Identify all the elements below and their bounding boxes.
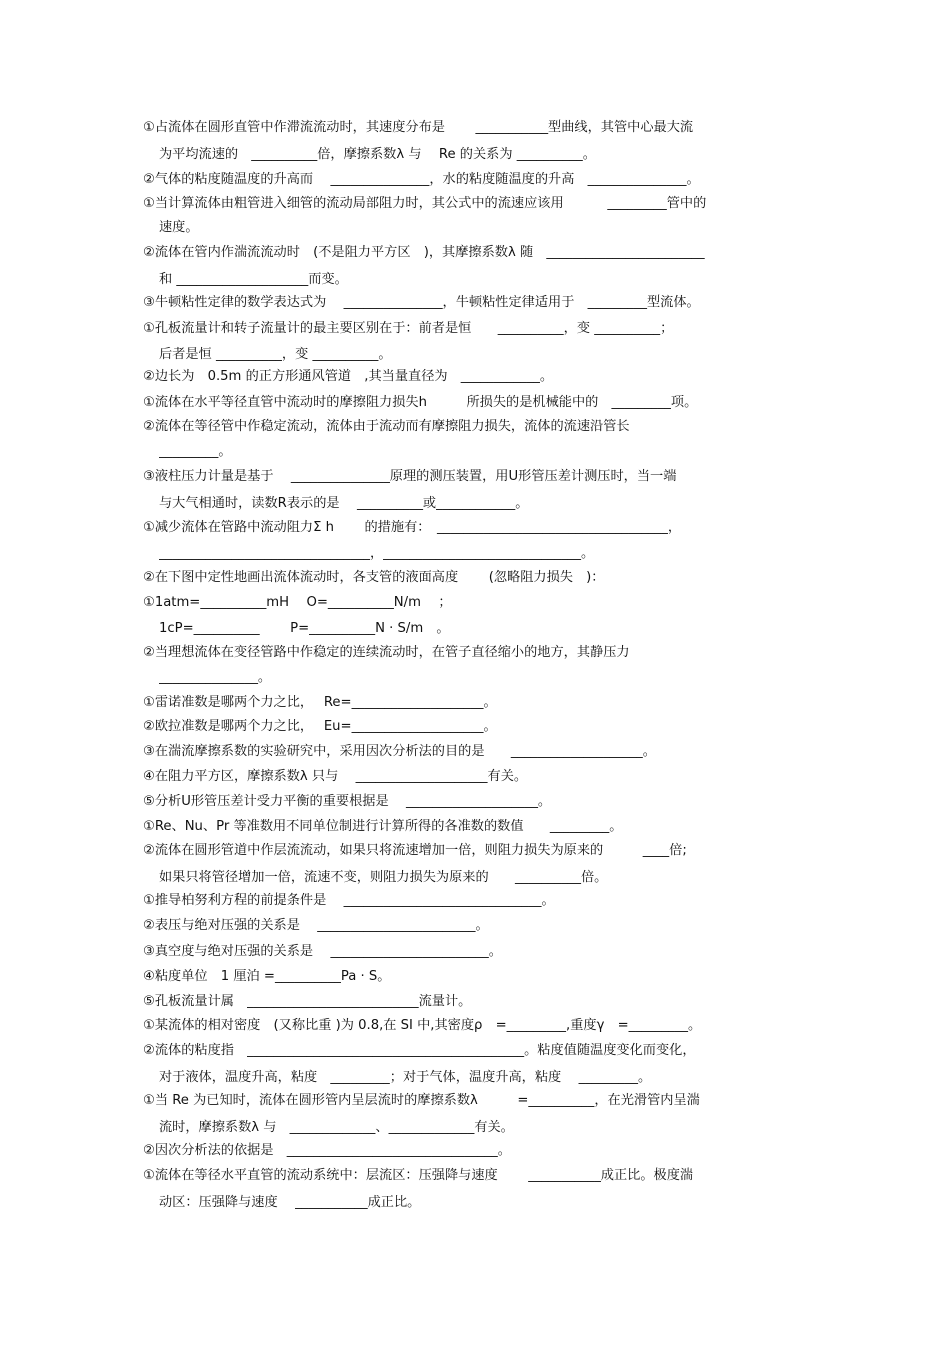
- text-line: ②流体在等径管中作稳定流动，流体由于流动而有摩擦阻力损失，流体的流速沿管长: [143, 419, 630, 434]
- text-line: ②因次分析法的依据是 ________________________________。: [143, 1143, 511, 1158]
- text-line: ②欧拉准数是哪两个力之比， Eu=____________________。: [143, 719, 497, 734]
- text-line: ①流体在水平等径直管中流动时的摩擦阻力损失h 所损失的是机械能中的 _________项。: [143, 395, 698, 410]
- text-line: ①某流体的相对密度 (又称比重 )为 0.8,在 SI 中,其密度ρ =_________,重度γ =_________。: [143, 1018, 702, 1033]
- text-line: ⑤孔板流量计属 __________________________流量计。: [143, 994, 472, 1009]
- text-line: ①1atm=__________mH O=__________N/m ；: [143, 595, 452, 610]
- text-line: ②流体在圆形管道中作层流流动，如果只将流速增加一倍，则阻力损失为原来的 ____倍;: [143, 843, 687, 858]
- text-line: ③牛顿粘性定律的数学表达式为 _______________，牛顿粘性定律适用于 _________型流体。: [143, 295, 700, 310]
- text-line: 流时，摩擦系数λ 与 _____________、_____________有关。: [159, 1120, 514, 1135]
- text-line: ①占流体在圆形直管中作滞流流动时，其速度分布是 ___________型曲线，其管中心最大流: [143, 120, 694, 135]
- text-line: ①推导柏努利方程的前提条件是 ______________________________。: [143, 893, 555, 908]
- text-line: ②流体在管内作湍流流动时 (不是阻力平方区 )，其摩擦系数λ 随 ________________________: [143, 245, 705, 260]
- text-line: ③液柱压力计量是基于 _______________原理的测压装置，用U形管压差计测压时，当一端: [143, 469, 677, 484]
- text-line: ③在湍流摩擦系数的实验研究中，采用因次分析法的目的是 ____________________。: [143, 744, 656, 759]
- text-line: 为平均流速的 __________倍，摩擦系数λ 与 Re 的关系为 __________。: [159, 147, 596, 162]
- text-line: ④粘度单位 1 厘泊 =__________Pa · S。: [143, 969, 391, 984]
- text-line: ⑤分析U形管压差计受力平衡的重要根据是 ____________________。: [143, 794, 552, 809]
- text-line: 1cP=__________ P=__________N · S/m 。: [159, 621, 450, 636]
- text-line: ①孔板流量计和转子流量计的最主要区别在于：前者是恒 __________，变 __________；: [143, 321, 674, 336]
- text-line: 与大气相通时，读数R表示的是 __________或____________。: [159, 496, 529, 511]
- text-line: ②当理想流体在变径管路中作稳定的连续流动时，在管子直径缩小的地方，其静压力: [143, 645, 630, 660]
- text-line: ③真空度与绝对压强的关系是 ________________________。: [143, 944, 502, 959]
- text-line: 和 ____________________而变。: [159, 272, 348, 287]
- text-line: ①流体在等径水平直管的流动系统中：层流区：压强降与速度 ___________成正比。极度湍: [143, 1168, 694, 1183]
- text-line: ②在下图中定性地画出流体流动时，各支管的液面高度 (忽略阻力损失 )：: [143, 570, 605, 585]
- text-line: _________。: [159, 444, 232, 459]
- text-line: ①Re、Nu、Pr 等准数用不同单位制进行计算所得的各准数的数值 _________。: [143, 819, 623, 834]
- text-line: 如果只将管径增加一倍，流速不变，则阻力损失为原来的 __________倍。: [159, 870, 608, 885]
- text-line: 对于液体，温度升高，粘度 _________；对于气体，温度升高，粘度 _________。: [159, 1070, 652, 1085]
- text-line: ②表压与绝对压强的关系是 ________________________。: [143, 918, 489, 933]
- text-line: 动区：压强降与速度 ___________成正比。: [159, 1195, 421, 1210]
- text-line: ②气体的粘度随温度的升高而 _______________，水的粘度随温度的升高 _______________。: [143, 172, 700, 187]
- text-line: 后者是恒 __________，变 __________。: [159, 347, 392, 362]
- text-line: ②流体的粘度指 __________________________________________。粘度值随温度变化而变化，: [143, 1043, 696, 1058]
- text-line: _______________。: [159, 670, 272, 685]
- text-line: ①当 Re 为已知时，流体在圆形管内呈层流时的摩擦系数λ =__________，在光滑管内呈湍: [143, 1093, 700, 1108]
- text-line: ①减少流体在管路中流动阻力Σ h 的措施有： ___________________________________，: [143, 520, 682, 535]
- text-line: ④在阻力平方区，摩擦系数λ 只与 ____________________有关。: [143, 769, 528, 784]
- text-line: ________________________________，______________________________。: [159, 546, 595, 561]
- text-line: ②边长为 0.5m 的正方形通风管道 ,其当量直径为 ____________。: [143, 369, 554, 384]
- text-line: ①当计算流体由粗管进入细管的流动局部阻力时，其公式中的流速应该用 _________管中的: [143, 196, 707, 211]
- text-line: ①雷诺准数是哪两个力之比， Re=____________________。: [143, 695, 497, 710]
- text-line: 速度。: [159, 220, 199, 235]
